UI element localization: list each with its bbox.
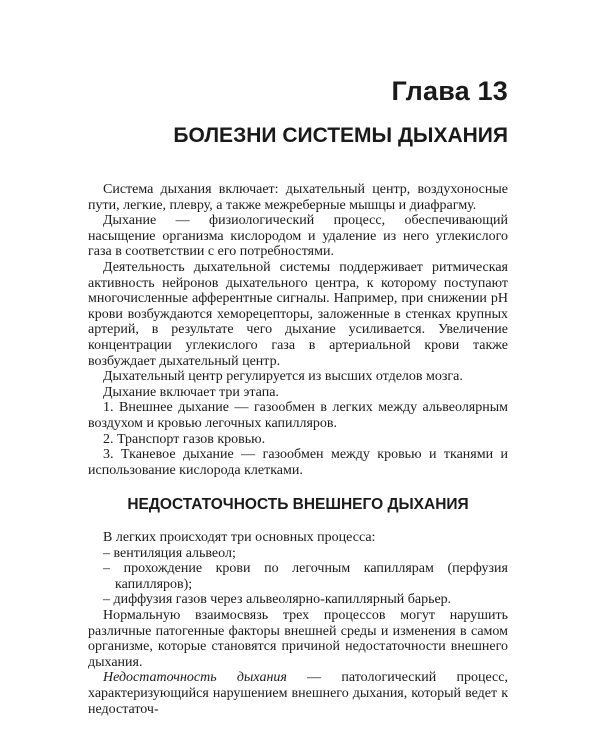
- list-item: – диффузия газов через альвеолярно-капиллярный барьер.: [103, 592, 452, 608]
- paragraph: 3. Тканевое дыхание — газообмен между кровью и тканями и использование кислорода клетками.: [88, 447, 508, 478]
- paragraph: Деятельность дыхательной системы поддерживает ритмическая активность нейронов дыхательного центра, к которому поступают многочисленные афферентные сигналы. Например, при снижении pH крови возбуждаются хеморецепторы, заложенные в стенках крупных артерий, в результате чего дыхание усиливается. Увеличение концентрации углекислого газа в артериальной крови также возбуждает дыхательный центр.: [88, 259, 508, 369]
- paragraph: [88, 670, 508, 717]
- paragraph: 1. Внешнее дыхание — газообмен в легких между альвеолярным воздухом и кровью легочных капилляров.: [88, 400, 508, 431]
- paragraph: Система дыхания включает: дыхательный центр, воздухоносные пути, легкие, плевру, а также межреберные мышцы и диафрагму.: [88, 182, 508, 213]
- paragraph: 2. Транспорт газов кровью.: [103, 431, 266, 447]
- paragraph: Нормальную взаимосвязь трех процессов могут нарушить различные патогенные факторы внешней среды и изменения в самом организме, которые становятся причиной недостаточности внешнего дыхания.: [88, 607, 508, 670]
- definition-text: — патологический процесс, характеризующийся нарушением внешнего дыхания, который ведет к недостаточ-: [88, 670, 508, 717]
- paragraph: Дыхание — физиологический процесс, обеспечивающий насыщение организма кислородом и удаление из него углекислого газа в соответствии с его потребностями.: [88, 213, 508, 260]
- list-item: – вентиляция альвеол;: [103, 545, 236, 561]
- paragraph: Дыхание включает три этапа.: [103, 384, 279, 400]
- chapter-number: Глава 13: [391, 76, 508, 106]
- list-item: – прохождение крови по легочным капиллярам (перфузия капилляров);: [103, 561, 508, 592]
- chapter-title: БОЛЕЗНИ СИСТЕМЫ ДЫХАНИЯ: [173, 124, 508, 147]
- section-text: [88, 530, 508, 717]
- intro-text: [88, 182, 508, 478]
- paragraph: Дыхательный центр регулируется из высших отделов мозга.: [103, 369, 463, 385]
- paragraph: В легких происходят три основных процесса:: [103, 530, 376, 545]
- section-heading: НЕДОСТАТОЧНОСТЬ ВНЕШНЕГО ДЫХАНИЯ: [127, 496, 469, 513]
- definition-term: Недостаточность дыхания: [103, 670, 287, 686]
